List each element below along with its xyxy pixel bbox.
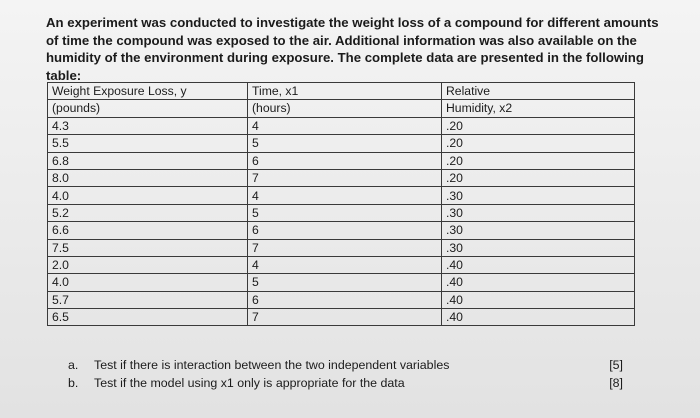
cell-weight-loss: 5.7 — [48, 291, 248, 308]
cell-humidity: .40 — [442, 256, 635, 273]
question-text: Test if the model using x1 only is appropriate for the data — [94, 376, 405, 390]
cell-weight-loss: 4.0 — [48, 187, 248, 204]
data-table — [47, 82, 635, 326]
cell-humidity: .20 — [442, 135, 635, 152]
cell-time: 5 — [248, 274, 442, 291]
cell-humidity: .20 — [442, 169, 635, 186]
header-weight-unit: (pounds) — [48, 100, 248, 117]
cell-humidity: .30 — [442, 204, 635, 221]
cell-time: 4 — [248, 187, 442, 204]
table-row — [48, 274, 635, 291]
question-marks: [5] — [609, 358, 623, 372]
table-row — [48, 291, 635, 308]
table-row — [48, 239, 635, 256]
table-row — [48, 152, 635, 169]
table-row — [48, 256, 635, 273]
cell-humidity: .20 — [442, 152, 635, 169]
problem-statement: An experiment was conducted to investigate the weight loss of a compound for different amounts of time the compound was exposed to the air. Additional information was also available on the humidity of the environment during exposure. The complete data are presented in the following table: — [46, 15, 659, 83]
cell-time: 4 — [248, 117, 442, 134]
cell-weight-loss: 4.0 — [48, 274, 248, 291]
cell-humidity: .40 — [442, 309, 635, 326]
question-item — [68, 374, 623, 392]
cell-time: 7 — [248, 309, 442, 326]
cell-weight-loss: 6.6 — [48, 222, 248, 239]
cell-weight-loss: 7.5 — [48, 239, 248, 256]
question-item — [68, 356, 623, 374]
cell-time: 4 — [248, 256, 442, 273]
question-marks: [8] — [609, 376, 623, 390]
table-row — [48, 222, 635, 239]
header-weight-loss: Weight Exposure Loss, y — [48, 83, 248, 100]
question-text: Test if there is interaction between the two independent variables — [94, 358, 450, 372]
cell-time: 6 — [248, 222, 442, 239]
table-row — [48, 135, 635, 152]
table-body — [48, 117, 635, 326]
header-time-unit: (hours) — [248, 100, 442, 117]
cell-weight-loss: 5.5 — [48, 135, 248, 152]
cell-time: 6 — [248, 291, 442, 308]
header-time: Time, x1 — [248, 83, 442, 100]
cell-time: 6 — [248, 152, 442, 169]
cell-humidity: .30 — [442, 222, 635, 239]
cell-humidity: .40 — [442, 291, 635, 308]
question-list — [68, 356, 623, 392]
table-header-row — [48, 100, 635, 117]
question-letter: a. — [68, 358, 79, 372]
table-row — [48, 309, 635, 326]
cell-humidity: .30 — [442, 239, 635, 256]
header-relative: Relative — [442, 83, 635, 100]
question-letter: b. — [68, 376, 79, 390]
cell-humidity: .40 — [442, 274, 635, 291]
cell-weight-loss: 6.5 — [48, 309, 248, 326]
table-row — [48, 169, 635, 186]
cell-time: 7 — [248, 239, 442, 256]
table-row — [48, 204, 635, 221]
cell-weight-loss: 2.0 — [48, 256, 248, 273]
cell-time: 5 — [248, 204, 442, 221]
cell-weight-loss: 6.8 — [48, 152, 248, 169]
cell-weight-loss: 8.0 — [48, 169, 248, 186]
table-header-row — [48, 83, 635, 100]
cell-weight-loss: 4.3 — [48, 117, 248, 134]
cell-time: 7 — [248, 169, 442, 186]
cell-humidity: .30 — [442, 187, 635, 204]
header-humidity: Humidity, x2 — [442, 100, 635, 117]
table-row — [48, 117, 635, 134]
cell-time: 5 — [248, 135, 442, 152]
cell-humidity: .20 — [442, 117, 635, 134]
cell-weight-loss: 5.2 — [48, 204, 248, 221]
table-row — [48, 187, 635, 204]
